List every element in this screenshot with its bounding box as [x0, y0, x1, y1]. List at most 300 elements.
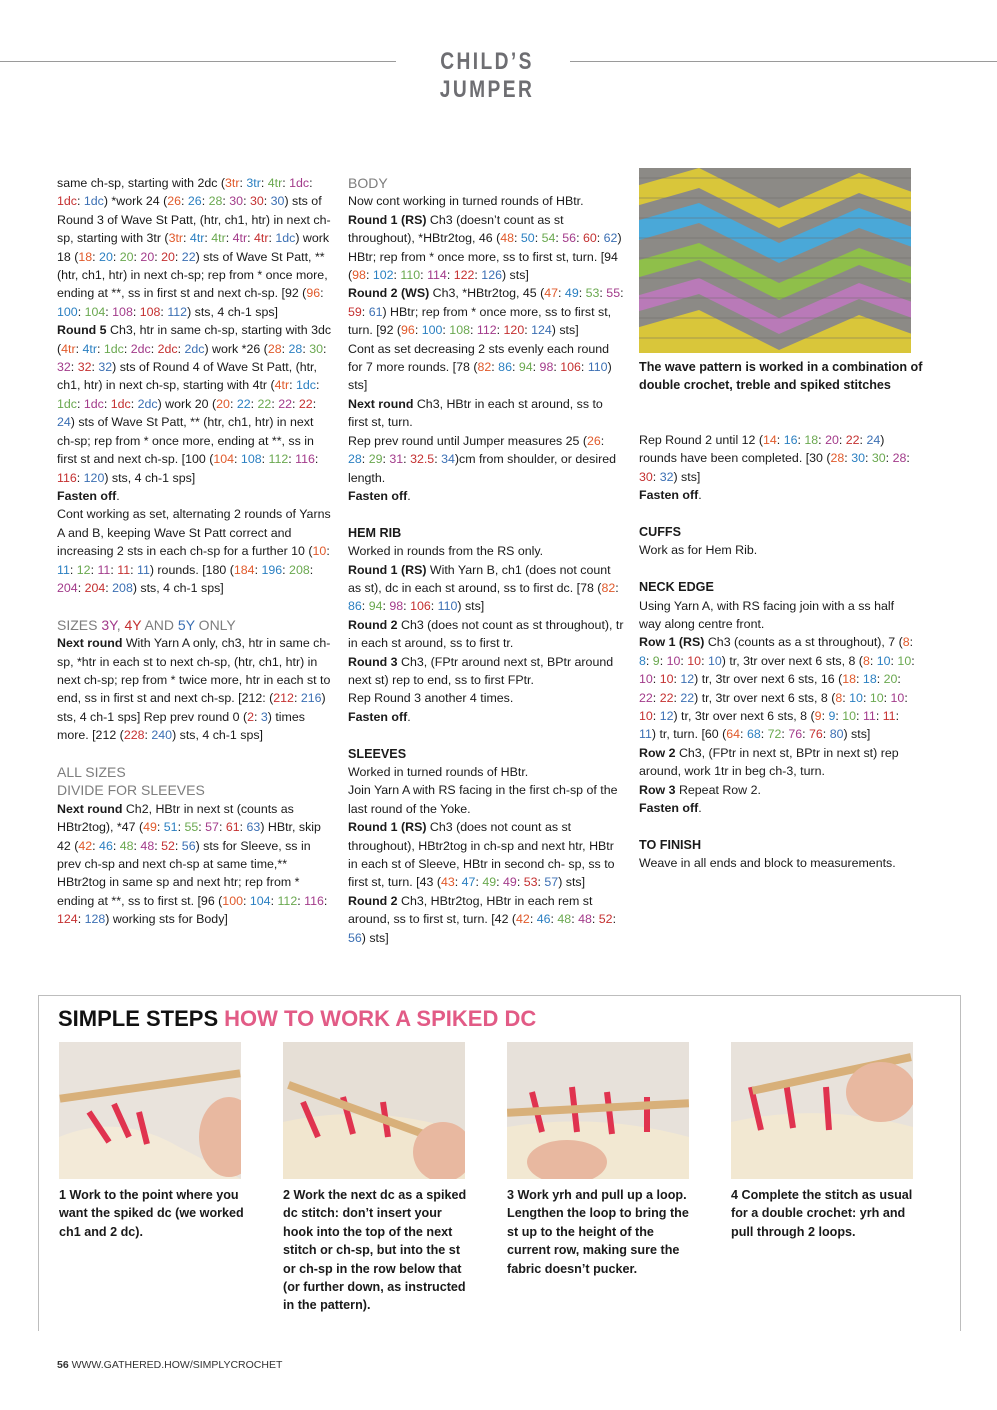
- text-run: ) *work 24 (: [103, 194, 168, 209]
- size-value: 8: [639, 653, 646, 668]
- size-value: 12: [680, 672, 695, 687]
- text-run: :: [150, 341, 158, 356]
- size-value: 10: [876, 653, 891, 668]
- text-run: ) sts]: [551, 323, 579, 338]
- size-value: 2dc: [184, 341, 205, 356]
- step-2-desc: Work the next dc as a spiked dc stitch: don’t insert your hook into the top of the next stitch or ch-sp, but into the st or ch-sp in the row below that (or further down, as instructed in the pattern).: [283, 1188, 467, 1313]
- size-value: 1dc: [110, 396, 131, 411]
- size-value: 61: [368, 304, 383, 319]
- text-run: ) HBtr; rep from * once more, ss to first st, turn. [94 (: [348, 231, 622, 283]
- text-run: :: [620, 286, 624, 301]
- size-value: 4tr: [232, 231, 248, 246]
- size-value: 110: [437, 599, 458, 614]
- size-value: 108: [112, 304, 133, 319]
- text-run: ) tr, 3tr over next 6 sts, 8 (: [673, 709, 815, 724]
- size-value: 24: [866, 433, 881, 447]
- text-run: Ch3, (FPtr in next st, BPtr in next st) rep around, work 1tr in beg ch-3, turn.: [639, 745, 899, 779]
- size-value: 32: [659, 469, 674, 484]
- steps-title-main: SIMPLE STEPS: [58, 1006, 219, 1031]
- step-2-text: [283, 1186, 468, 1315]
- size-value: 63: [246, 820, 261, 835]
- size-value: 110: [400, 268, 421, 283]
- neck-fasten-off: [639, 799, 915, 817]
- size-value: 128: [84, 912, 106, 927]
- size-value: 22: [298, 396, 313, 411]
- text-run: :: [160, 304, 168, 319]
- text-run: .: [698, 488, 702, 503]
- cuffs-heading: CUFFS: [639, 525, 681, 540]
- text-run: :: [361, 304, 369, 319]
- size-value: 49: [564, 286, 579, 301]
- size-value: 1dc: [83, 194, 104, 209]
- size-value: 22: [257, 396, 272, 411]
- text-run: :: [652, 672, 660, 687]
- text-run: ) sts]: [843, 727, 871, 742]
- text-run: :: [475, 875, 483, 890]
- bold-label: Round 2 (WS): [348, 286, 430, 301]
- text-run: :: [314, 452, 319, 467]
- size-value: 49: [503, 875, 517, 890]
- size-value: 1dc: [295, 378, 316, 393]
- size-value: 20: [161, 249, 175, 264]
- hem-round2: [348, 616, 624, 653]
- size-value: 108: [240, 452, 262, 467]
- text-run: ) sts, 4 ch-1 sps]: [132, 580, 224, 595]
- body-next-round: [348, 395, 624, 432]
- column-1: [57, 174, 333, 929]
- text-run: :: [229, 396, 237, 411]
- size-value: 112: [268, 452, 289, 467]
- size-value: 20: [216, 396, 230, 411]
- size-value: 46: [536, 912, 551, 927]
- size-value: 9: [652, 653, 660, 668]
- text-run: ) sts]: [558, 875, 586, 890]
- text-run: :: [282, 562, 290, 577]
- size-value: 20: [825, 433, 839, 447]
- size-value: 100: [421, 323, 443, 338]
- text-run: :: [77, 912, 85, 927]
- sleeve-fasten-off: [639, 486, 915, 504]
- text-run: :: [174, 838, 182, 853]
- text-run: :: [442, 323, 450, 338]
- text-run: Ch3 (does not count as st throughout), tr in each st around, ss to first tr.: [348, 617, 624, 651]
- text-run: :: [591, 912, 599, 927]
- text-run: :: [365, 268, 373, 283]
- size-value: 48: [578, 912, 592, 927]
- size-value: 42: [516, 912, 530, 927]
- size-value: 49: [143, 820, 157, 835]
- text-run: :: [181, 194, 188, 209]
- size-value: 98: [389, 599, 404, 614]
- text-run: ) rounds have been completed. [30 (: [639, 433, 885, 466]
- neck-row1: [639, 633, 915, 743]
- text-run: same ch-sp, starting with 2dc (: [57, 176, 226, 190]
- size-value: 4tr: [82, 341, 97, 356]
- text-run: :: [174, 249, 182, 264]
- size-value: 22: [278, 396, 292, 411]
- size-value: 54: [541, 231, 556, 246]
- size-value: 60: [582, 231, 597, 246]
- text-run: :: [242, 893, 250, 908]
- size-value: 48: [500, 231, 515, 246]
- size-value: 47: [544, 286, 559, 301]
- size-value: 28: [267, 341, 282, 356]
- size-value: 20: [99, 249, 113, 264]
- text-run: :: [234, 452, 241, 467]
- size-value: 86: [348, 599, 362, 614]
- text-run: :: [911, 653, 915, 668]
- size-value: 114: [427, 268, 447, 283]
- text-run: :: [524, 323, 532, 338]
- text-run: :: [673, 690, 681, 705]
- body-decrease: [348, 340, 624, 395]
- to-finish-text: Weave in all ends and block to measurements.: [639, 856, 896, 871]
- size-value: 4tr: [61, 341, 76, 356]
- size-value: 112: [167, 304, 188, 319]
- text-run: :: [469, 323, 477, 338]
- text-run: :: [297, 893, 305, 908]
- text-run: :: [263, 194, 271, 209]
- size-value: 94: [368, 599, 383, 614]
- text-run: :: [701, 653, 708, 668]
- size-value: 50: [520, 231, 535, 246]
- text-run: :: [680, 653, 688, 668]
- text-run: Ch3 (does not count as st throughout), HBtr2tog in ch-sp and next htr, HBtr in each st of Sleeve, HBtr in second ch- sp, ss to first st, turn. [43 (: [348, 820, 615, 890]
- text-run: :: [253, 709, 261, 724]
- step-3-number: 3: [507, 1188, 515, 1202]
- size-value: 29: [368, 452, 383, 467]
- text-run: With Yarn B, ch1 (does not count as st), dc in each st around, ss to first dc. [78 (: [348, 562, 611, 595]
- text-run: :: [204, 231, 212, 246]
- text-run: :: [856, 672, 863, 687]
- size-value: 11: [57, 562, 70, 577]
- size-value: 124: [531, 323, 552, 338]
- text-run: Ch3, (FPtr around next st, BPtr around next st) rep to end, ss to first FPtr.: [348, 654, 614, 687]
- text-run: :: [822, 727, 830, 742]
- size-value: 116: [304, 893, 324, 908]
- text-run: :: [906, 451, 910, 466]
- size-value: 3tr: [168, 231, 184, 246]
- text-run: ) work 20 (: [157, 396, 217, 411]
- size-value: 12: [659, 709, 674, 724]
- text-run: :: [243, 194, 250, 209]
- size-value: 104: [249, 893, 271, 908]
- size-value: 56: [181, 838, 196, 853]
- text-run: :: [895, 709, 900, 724]
- text-run: :: [859, 433, 867, 447]
- size-value: 110: [587, 360, 608, 375]
- step-4-desc: Complete the stitch as usual for a double crochet: yrh and pull through 2 loops.: [731, 1188, 913, 1239]
- text-run: :: [254, 562, 262, 577]
- simple-steps-title: [58, 1006, 536, 1032]
- text-run: :: [144, 728, 152, 743]
- body-round1: [348, 211, 624, 285]
- text-run: :: [652, 709, 660, 724]
- text-run: :: [75, 341, 83, 356]
- text-run: Rep prev round until Jumper measures 25 (: [348, 433, 587, 448]
- size-value: 42: [78, 838, 93, 853]
- size-value: 30: [309, 341, 323, 356]
- text-run: :: [382, 452, 390, 467]
- text-run: :: [864, 451, 872, 466]
- size-value: 208: [112, 580, 133, 595]
- text-run: :: [532, 360, 540, 375]
- size-value: 106: [410, 599, 431, 614]
- text-run: ) HBtr; rep from * once more, ss to first st, turn. [92 (: [348, 304, 612, 338]
- size-value: 22: [236, 396, 251, 411]
- bold-label: Next round: [57, 636, 123, 651]
- text-run: :: [239, 176, 247, 190]
- hem-intro: Worked in rounds from the RS only.: [348, 544, 544, 559]
- text-run: :: [323, 893, 328, 908]
- text-run: :: [156, 820, 164, 835]
- size-value: 61: [225, 820, 240, 835]
- size-value: 52: [161, 838, 175, 853]
- size-value: 28: [830, 451, 845, 466]
- text-run: :: [430, 599, 438, 614]
- text-run: ) sts, 4 ch-1 sps] Rep prev round 0 (: [57, 691, 326, 724]
- text-run: :: [133, 838, 141, 853]
- size-value: 59: [348, 304, 362, 319]
- size-value: 2dc: [137, 396, 158, 411]
- photo-caption: The wave pattern is worked in a combination of double crochet, treble and spiked stitches: [639, 360, 923, 393]
- text-run: ) work 18 (: [57, 231, 330, 264]
- text-run: :: [247, 231, 254, 246]
- step-2-photo: [283, 1042, 465, 1179]
- divide-next-round-text: [57, 800, 333, 929]
- text-run: :: [309, 176, 313, 190]
- size-value: 30: [851, 451, 865, 466]
- text-run: :: [103, 396, 111, 411]
- text-run: ) tr, 3tr over next 6 sts, 8 (: [721, 653, 863, 668]
- size-value: 96: [306, 286, 321, 301]
- sleeves-round1: [348, 818, 624, 892]
- size-value: 96: [401, 323, 415, 338]
- size-value: 122: [453, 268, 475, 283]
- text-run: ) working sts for Body]: [105, 912, 228, 927]
- size-value: 98: [539, 360, 554, 375]
- text-run: ) work *26 (: [204, 341, 268, 356]
- text-run: :: [612, 912, 617, 927]
- step-3-text: [507, 1186, 692, 1278]
- text-run: ) sts]: [501, 268, 529, 283]
- size-value: 100: [222, 893, 243, 908]
- text-run: ) HBtr, skip 42 (: [57, 820, 321, 853]
- text-run: .: [116, 488, 120, 503]
- size-value: 20: [140, 249, 155, 264]
- text-run: :: [201, 194, 209, 209]
- bold-label: Round 1 (RS): [348, 562, 427, 577]
- text-run: :: [890, 653, 898, 668]
- text-run: :: [302, 341, 310, 356]
- text-run: :: [529, 912, 537, 927]
- footer-url[interactable]: WWW.GATHERED.HOW/SIMPLYCROCHET: [71, 1359, 283, 1371]
- size-value: 11: [97, 562, 111, 577]
- size-value: 68: [746, 727, 761, 742]
- text-run: :: [393, 268, 401, 283]
- bold-label: Fasten off: [639, 801, 699, 816]
- size-value: 10: [869, 690, 884, 705]
- step-3-photo: [507, 1042, 689, 1179]
- size-value: 3Y: [101, 616, 117, 633]
- step-1-photo: [59, 1042, 241, 1179]
- size-value: 32: [77, 360, 92, 375]
- size-value: 10: [687, 653, 702, 668]
- text-run: :: [897, 672, 901, 687]
- text-run: Ch2, HBtr in next st (counts as HBtr2tog), *47 (: [57, 801, 294, 835]
- yoke-round4-text: [57, 174, 333, 321]
- sleeves-join: Join Yarn A with RS facing in the first ch-sp of the last round of the Yoke.: [348, 783, 618, 816]
- text-run: ) sts of Wave St Patt, ** (htr, ch1, htr) in next ch-sp; rep from * once more, ending at **, ss in first st and next ch-sp. [100 (: [57, 415, 314, 467]
- size-value: 48: [119, 838, 134, 853]
- text-run: ) sts]: [348, 360, 612, 393]
- text-run: :: [132, 304, 140, 319]
- text-run: Ch3, htr in same ch-sp, starting with 3dc (: [57, 323, 332, 356]
- cont-working-text: [57, 505, 333, 597]
- text-run: :: [77, 304, 85, 319]
- text-run: Ch3 (counts as a st throughout), 7 (: [704, 635, 903, 650]
- fasten-off-text: [57, 487, 333, 505]
- size-value: 30: [871, 451, 886, 466]
- size-value: 52: [598, 912, 613, 927]
- bold-label: Fasten off: [639, 488, 699, 503]
- text-run: .: [407, 709, 411, 724]
- size-value: 28: [892, 451, 907, 466]
- text-run: ) sts of Round 3 of Wave St Patt, (htr, ch1, htr) in next ch-sp, starting with 3tr (: [57, 194, 331, 246]
- size-value: 14: [763, 433, 777, 447]
- text-run: ) rounds. [180 (: [149, 562, 234, 577]
- next-round-text: [57, 634, 333, 744]
- text-run: :: [282, 176, 290, 190]
- text-run: :: [599, 286, 607, 301]
- text-run: :: [454, 875, 462, 890]
- text-run: :: [760, 727, 768, 742]
- size-value: 204: [57, 580, 78, 595]
- neck-row2: [639, 744, 915, 781]
- size-value: 2dc: [130, 341, 151, 356]
- sleeve-rep-round: [639, 431, 915, 486]
- size-value: 94: [518, 360, 533, 375]
- size-value: 18: [842, 672, 857, 687]
- bold-label: Round 2: [348, 617, 398, 632]
- hem-repeat: Rep Round 3 another 4 times.: [348, 691, 514, 706]
- text-run: :: [312, 396, 317, 411]
- text-run: :: [835, 709, 843, 724]
- size-value: 3: [260, 709, 268, 724]
- size-value: 22: [639, 690, 653, 705]
- size-value: 2dc: [157, 341, 178, 356]
- size-value: 22: [181, 249, 196, 264]
- size-value: 53: [523, 875, 538, 890]
- size-value: 212: [273, 691, 294, 706]
- text-run: Ch3, HBtr in each st around, ss to first st, turn.: [348, 396, 603, 430]
- text-run: :: [403, 452, 411, 467]
- text-run: :: [123, 341, 131, 356]
- text-run: :: [862, 690, 870, 705]
- text-run: :: [110, 562, 118, 577]
- text-run: ) sts, 4 ch-1 sps]: [104, 470, 196, 485]
- text-run: :: [315, 378, 320, 393]
- size-value: 18: [78, 249, 93, 264]
- sizes-heading: [57, 616, 333, 634]
- size-value: 62: [603, 231, 618, 246]
- text-run: :: [434, 452, 442, 467]
- text-run: :: [130, 562, 137, 577]
- size-value: 22: [659, 690, 674, 705]
- header-rule-left: [0, 61, 396, 62]
- text-run: :: [309, 562, 314, 577]
- size-value: 20: [883, 672, 898, 687]
- size-value: 28: [348, 452, 362, 467]
- text-run: :: [838, 433, 846, 447]
- size-value: 55: [606, 286, 621, 301]
- bold-label: Round 3: [348, 654, 398, 669]
- text-run: :: [323, 341, 327, 356]
- text-run: :: [177, 341, 185, 356]
- size-value: 104: [84, 304, 106, 319]
- text-run: :: [154, 838, 162, 853]
- neck-edge-heading: NECK EDGE: [639, 580, 714, 595]
- size-value: 57: [544, 875, 559, 890]
- text-run: :: [289, 378, 296, 393]
- size-value: 10: [849, 690, 863, 705]
- size-value: 86: [498, 360, 512, 375]
- text-run: Cont working as set, alternating 2 rounds of Yarns A and B, keeping Wave St Patt correct and increasing 2 sts in each ch-sp for a further 10 (: [57, 507, 331, 559]
- size-value: 26: [586, 433, 601, 448]
- size-value: 4tr: [211, 231, 226, 246]
- size-value: 4tr: [189, 231, 205, 246]
- text-run: :: [818, 433, 826, 447]
- size-value: 55: [184, 820, 199, 835]
- size-value: 106: [560, 360, 581, 375]
- text-run: )cm from shoulder, or desired length.: [348, 452, 617, 485]
- size-value: 204: [84, 580, 106, 595]
- size-value: 11: [862, 709, 876, 724]
- size-value: 10: [312, 544, 327, 559]
- size-value: 3tr: [246, 176, 261, 190]
- text-run: :: [239, 820, 247, 835]
- size-value: 4tr: [267, 176, 283, 190]
- to-finish-heading: TO FINISH: [639, 837, 702, 852]
- text-run: :: [76, 470, 84, 485]
- text-run: :: [516, 875, 524, 890]
- text-run: ) sts, 4 ch-1 sps]: [187, 304, 278, 319]
- page-title: CHILD’S JUMPER: [439, 48, 535, 103]
- text-run: :: [154, 249, 162, 264]
- size-value: 3tr: [225, 176, 240, 190]
- size-value: 76: [809, 727, 823, 742]
- step-4-photo: [731, 1042, 913, 1179]
- text-run: :: [293, 691, 301, 706]
- size-value: 56: [348, 930, 362, 945]
- size-value: 10: [659, 672, 674, 687]
- yoke-round5-text: [57, 321, 333, 487]
- text-run: :: [446, 268, 454, 283]
- size-value: 48: [557, 912, 572, 927]
- text-run: :: [271, 396, 279, 411]
- text-run: With Yarn A only, ch3, htr in same ch-sp, *htr in each st to next ch-sp, (htr, ch1, htr) in next ch-sp; rep from * twice more, htr in each st to end, ss in first st and next ch-sp. [212: (: [57, 636, 331, 706]
- bold-label: Fasten off: [57, 488, 117, 503]
- size-value: 104: [213, 452, 235, 467]
- size-value: 22: [845, 433, 860, 447]
- text-run: Rep Round 2 until 12 (: [639, 433, 763, 447]
- step-3-desc: Work yrh and pull up a loop. Lengthen the loop to bring the st up to the height of the current row, making sure the fabric doesn’t pucker.: [507, 1188, 689, 1276]
- text-run: :: [70, 360, 78, 375]
- size-value: 108: [449, 323, 470, 338]
- bold-label: Round 2: [348, 893, 398, 908]
- size-value: 51: [163, 820, 178, 835]
- step-4-number: 4: [731, 1188, 739, 1202]
